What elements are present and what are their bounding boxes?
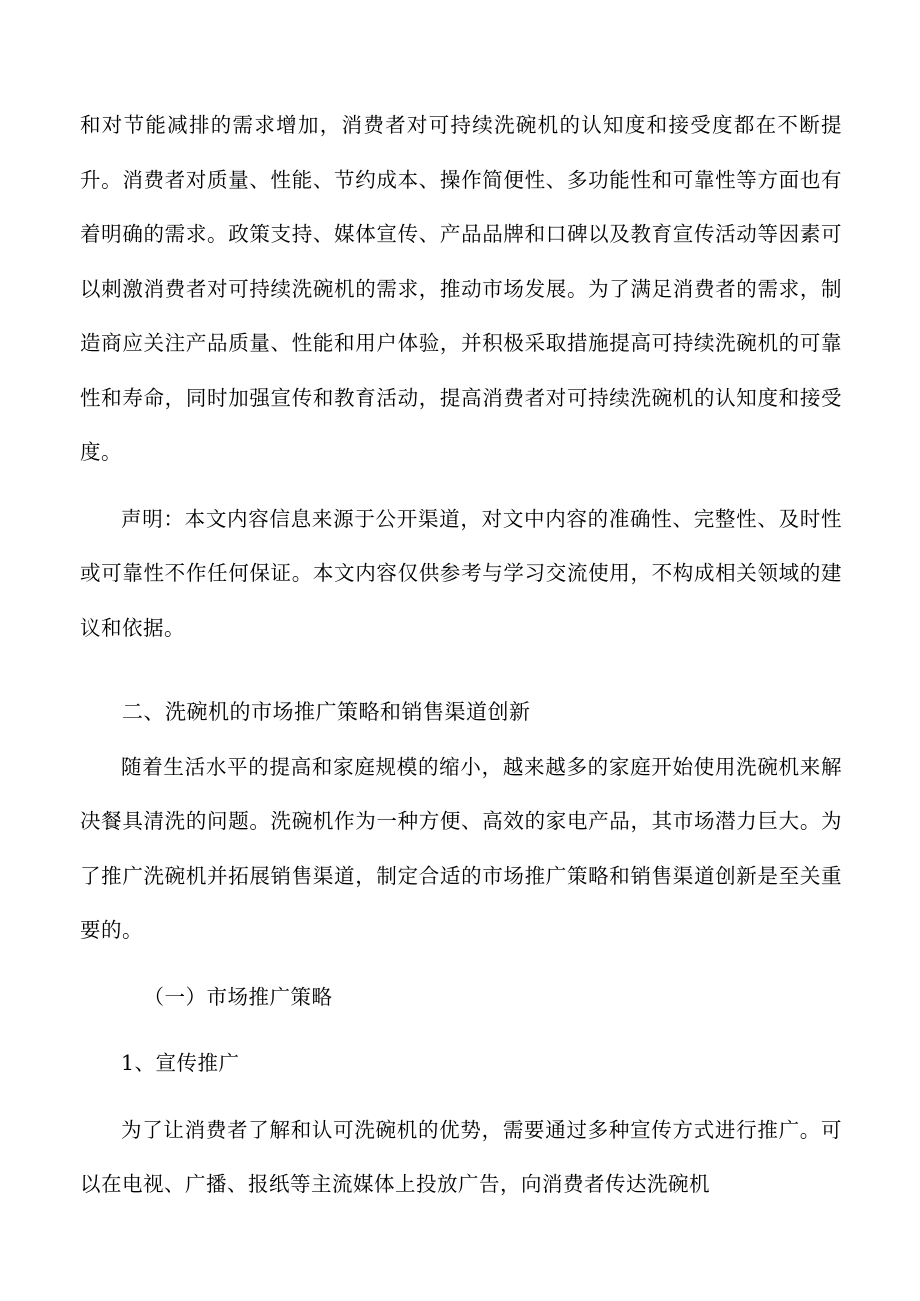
spacer <box>80 655 842 685</box>
spacer <box>80 1091 842 1103</box>
body-paragraph-1: 和对节能减排的需求增加，消费者对可持续洗碗机的认知度和接受度都在不断提升。消费者对质量、性能、节约成本、操作简便性、多功能性和可靠性等方面也有着明确的需求。政策支持、媒体宣传、产品品牌和口碑以及教育宣传活动等因素可以刺激消费者对可持续洗碗机的需求，推动市场发展。为了满足消费者的需求，制造商应关注产品质量、性能和用户体验，并积极采取措施提高可持续洗碗机的可靠性和寿命，同时加强宣传和教育活动，提高消费者对可持续洗碗机的认知度和接受度。 <box>80 113 842 464</box>
spacer <box>80 1024 842 1036</box>
spacer <box>80 958 842 970</box>
body-paragraph-2: 随着生活水平的提高和家庭规模的缩小，越来越多的家庭开始使用洗碗机来解决餐具清洗的问题。洗碗机作为一种方便、高效的家电产品，其市场潜力巨大。为了推广洗碗机并拓展销售渠道，制定合适的市场推广策略和销售渠道创新是至关重要的。 <box>80 754 842 942</box>
body-paragraph-3: 为了让消费者了解和认可洗碗机的优势，需要通过多种宣传方式进行推广。可以在电视、广播、报纸等主流媒体上投放广告，向消费者传达洗碗机 <box>80 1117 842 1196</box>
section-heading: 二、洗碗机的市场推广策略和销售渠道创新 <box>122 700 531 724</box>
disclaimer-paragraph: 声明：本文内容信息来源于公开渠道，对文中内容的准确性、完整性、及时性或可靠性不作任何保证。本文内容仅供参考与学习交流使用，不构成相关领域的建议和依据。 <box>80 506 842 640</box>
item-heading: 1、宣传推广 <box>121 1051 240 1075</box>
spacer <box>80 480 842 492</box>
document-page <box>80 98 842 1212</box>
subsection-heading: （一）市场推广策略 <box>143 984 333 1009</box>
